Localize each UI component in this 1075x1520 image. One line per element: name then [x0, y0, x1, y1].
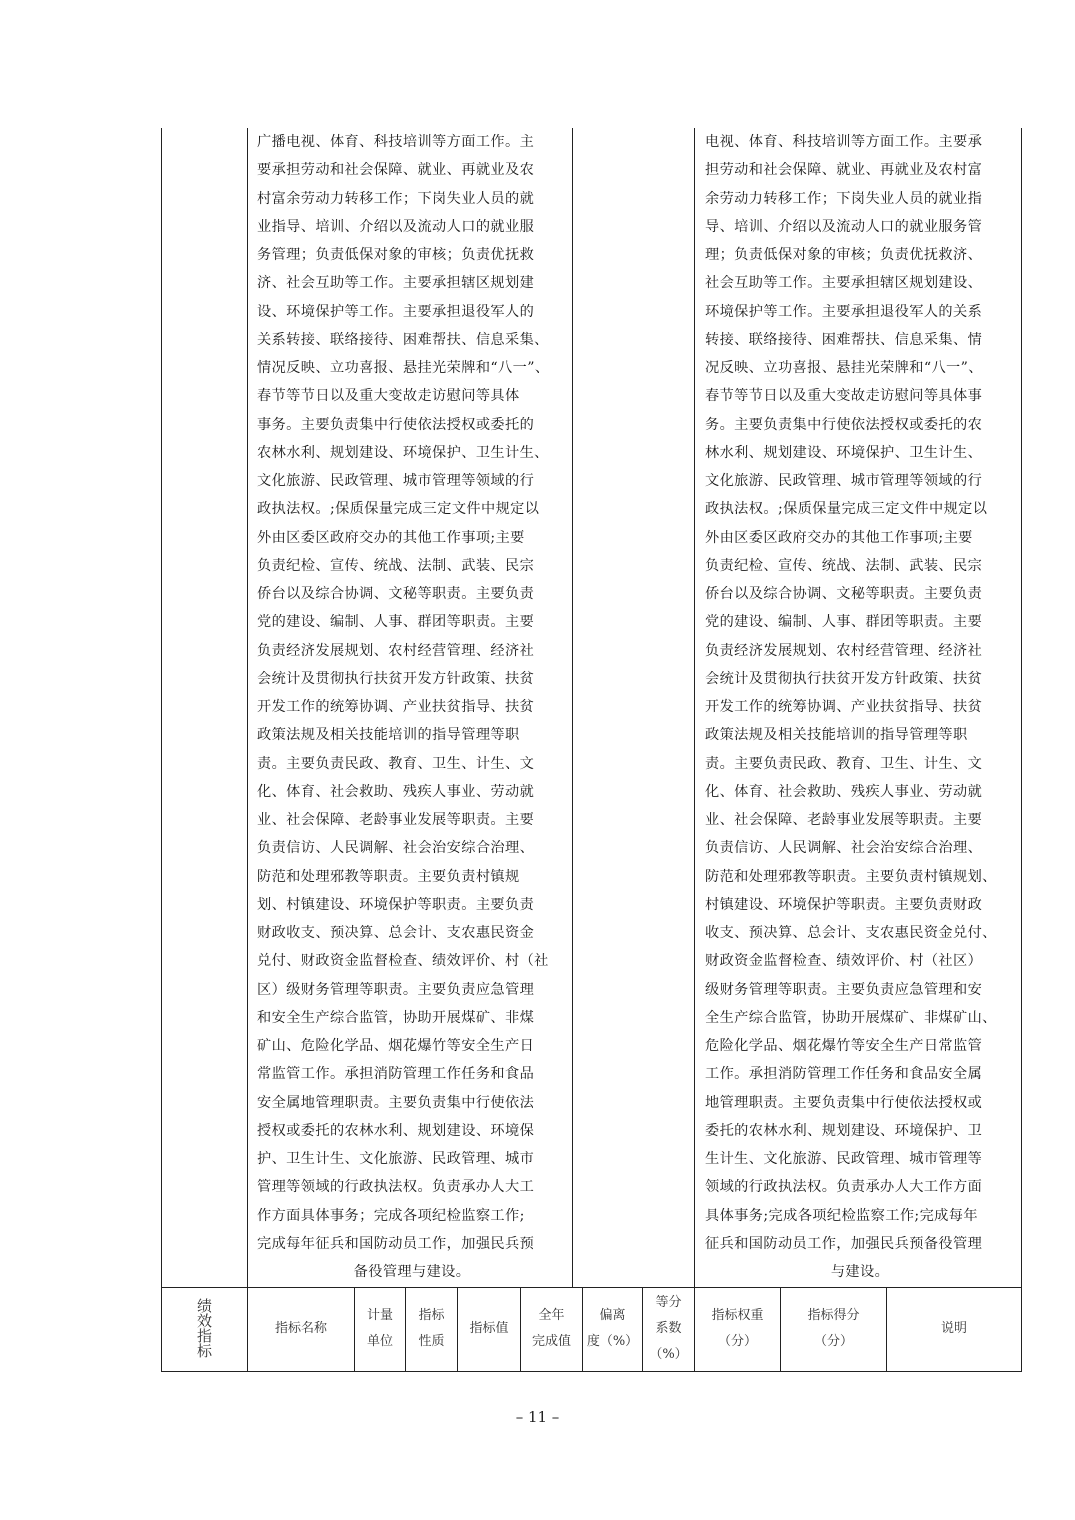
left-description-line: 会统计及贯彻执行扶贫开发方针政策、扶贫 — [257, 670, 535, 687]
left-description-line: 完成每年征兵和国防动员工作，加强民兵预 — [257, 1235, 535, 1252]
table-divider — [247, 128, 248, 1371]
left-description-line: 负责信访、人民调解、社会治安综合治理、 — [257, 840, 535, 857]
grade-text-2: 系数 — [655, 1321, 682, 1336]
right-description-line: 责。主要负责民政、教育、卫生、计生、文 — [705, 755, 983, 772]
section-label-char: 标 — [196, 1342, 212, 1360]
left-description-line: 济、社会互助等工作。主要承担辖区规划建 — [257, 275, 535, 292]
right-description-line: 春节等节日以及重大变故走访慰问等具体事 — [705, 388, 983, 405]
right-description-line: 转接、联络接待、困难帮扶、信息采集、情 — [705, 331, 983, 348]
header-indicator-name — [248, 1287, 354, 1371]
right-description-line: 负责纪检、宣传、统战、法制、武装、民宗 — [705, 557, 983, 574]
right-description-line: 领域的行政执法权。负责承办人大工作方面 — [705, 1179, 983, 1196]
right-description-line: 文化旅游、民政管理、城市管理等领域的行 — [705, 473, 983, 489]
left-description-line: 开发工作的统筹协调、产业扶贫指导、扶贫 — [257, 699, 535, 715]
header-weight — [695, 1287, 780, 1371]
left-description-line: 化、体育、社会救助、残疾人事业、劳动就 — [257, 783, 535, 800]
right-description-line: 征兵和国防动员工作，加强民兵预备役管理 — [705, 1235, 983, 1252]
left-description-line: 业指导、培训、介绍以及流动人口的就业服 — [257, 218, 535, 235]
left-description-line: 政执法权。;保质保量完成三定文件中规定以 — [257, 501, 540, 518]
right-description-line: 开发工作的统筹协调、产业扶贫指导、扶贫 — [705, 699, 983, 715]
right-description-line: 工作。承担消防管理工作任务和食品安全属 — [705, 1066, 983, 1083]
section-label-char: 效 — [196, 1312, 212, 1330]
left-description-line: 财政收支、预决算、总会计、支农惠民资金 — [257, 925, 535, 941]
right-description-line: 收支、预决算、总会计、支农惠民资金兑付、 — [705, 925, 997, 941]
right-description-line: 具体事务;完成各项纪检监察工作;完成每年 — [705, 1207, 978, 1224]
right-description-cell — [705, 128, 1015, 1286]
section-label-char: 绩 — [196, 1297, 212, 1315]
header-score — [781, 1287, 886, 1371]
table-border-left — [161, 128, 162, 1371]
left-description-line: 兑付、财政资金监督检查、绩效评价、村（社 — [257, 953, 549, 970]
left-description-line: 负责纪检、宣传、统战、法制、武装、民宗 — [257, 557, 535, 574]
table-divider — [694, 128, 695, 1371]
nature-text-1: 指标 — [418, 1308, 445, 1323]
right-description-line: 全生产综合监管，协助开展煤矿、非煤矿山、 — [705, 1009, 997, 1026]
right-description-line: 生计生、文化旅游、民政管理、城市管理等 — [705, 1151, 983, 1167]
left-description-line: 设、环境保护等工作。主要承担退役军人的 — [257, 303, 535, 320]
left-description-line: 关系转接、联络接待、困难帮扶、信息采集、 — [257, 331, 549, 348]
right-description-line: 况反映、立功喜报、悬挂光荣牌和“八一”、 — [705, 360, 983, 376]
right-description-line: 理；负责低保对象的审核；负责优抚救济、 — [705, 247, 983, 263]
left-description-line: 广播电视、体育、科技培训等方面工作。主 — [257, 134, 535, 150]
right-description-line: 环境保护等工作。主要承担退役军人的关系 — [705, 303, 983, 320]
header-unit — [355, 1287, 405, 1371]
performance-indicator-label — [162, 1287, 247, 1371]
left-description-line: 党的建设、编制、人事、群团等职责。主要 — [257, 614, 535, 631]
right-description-line: 政执法权。;保质保量完成三定文件中规定以 — [705, 501, 988, 518]
note-text: 说明 — [940, 1321, 967, 1336]
unit-text-1: 计量 — [366, 1308, 393, 1323]
left-description-line: 矿山、危险化学品、烟花爆竹等安全生产日 — [257, 1038, 535, 1054]
right-description-line: 财政资金监督检查、绩效评价、村（社区） — [705, 953, 983, 970]
right-description-line: 务。主要负责集中行使依法授权或委托的农 — [705, 416, 983, 433]
left-description-line: 业、社会保障、老龄事业发展等职责。主要 — [257, 812, 535, 828]
right-description-line: 电视、体育、科技培训等方面工作。主要承 — [705, 134, 983, 150]
left-description-line: 作方面具体事务；完成各项纪检监察工作; — [257, 1207, 525, 1224]
left-description-line: 备役管理与建设。 — [353, 1264, 471, 1280]
left-description-line: 区）级财务管理等职责。主要负责应急管理 — [257, 981, 535, 998]
unit-text-2: 单位 — [366, 1334, 393, 1349]
left-description-line: 授权或委托的农林水利、规划建设、环境保 — [257, 1122, 535, 1139]
left-description-line: 要承担劳动和社会保障、就业、再就业及农 — [257, 162, 535, 179]
left-description-line: 责。主要负责民政、教育、卫生、计生、文 — [257, 755, 535, 772]
header-note — [887, 1287, 1021, 1371]
grade-text-1: 等分 — [655, 1295, 682, 1310]
right-description-line: 负责经济发展规划、农村经营管理、经济社 — [705, 642, 983, 659]
right-description-line: 村镇建设、环境保护等职责。主要负责财政 — [705, 896, 983, 913]
right-description-line: 防范和处理邪教等职责。主要负责村镇规划、 — [705, 868, 997, 885]
right-description-line: 担劳动和社会保障、就业、再就业及农村富 — [705, 162, 983, 179]
score-text-2: （分） — [813, 1334, 853, 1349]
left-description-line: 外由区委区政府交办的其他工作事项;主要 — [257, 529, 525, 546]
left-description-line: 管理等领域的行政执法权。负责承办人大工 — [257, 1179, 535, 1196]
section-label-char: 指 — [196, 1327, 212, 1345]
left-description-cell — [257, 128, 567, 1286]
left-description-line: 侨台以及综合协调、文秘等职责。主要负责 — [257, 586, 535, 602]
right-description-line: 级财务管理等职责。主要负责应急管理和安 — [705, 981, 983, 998]
right-description-line: 委托的农林水利、规划建设、环境保护、卫 — [705, 1122, 983, 1139]
deviation-text-2: 度（%） — [586, 1334, 639, 1349]
left-description-line: 划、村镇建设、环境保护等职责。主要负责 — [257, 896, 535, 913]
value-text: 指标值 — [469, 1321, 509, 1336]
header-nature — [406, 1287, 457, 1371]
right-description-line: 林水利、规划建设、环境保护、卫生计生、 — [705, 444, 983, 461]
right-description-line: 外由区委区政府交办的其他工作事项;主要 — [705, 529, 973, 546]
deviation-text-1: 偏离 — [599, 1308, 626, 1323]
left-description-line: 防范和处理邪教等职责。主要负责村镇规 — [257, 868, 520, 885]
left-description-line: 政策法规及相关技能培训的指导管理等职 — [257, 727, 520, 744]
table-border-bottom — [161, 1371, 1022, 1372]
header-grade — [643, 1287, 694, 1371]
left-description-line: 负责经济发展规划、农村经营管理、经济社 — [257, 642, 535, 659]
right-description-line: 负责信访、人民调解、社会治安综合治理、 — [705, 840, 983, 857]
right-description-line: 余劳动力转移工作；下岗失业人员的就业指 — [705, 190, 983, 207]
left-description-line: 情况反映、立功喜报、悬挂光荣牌和“八一”、 — [257, 360, 550, 376]
header-value — [458, 1287, 520, 1371]
page-number: – 11 – — [515, 1408, 560, 1426]
grade-text-3: （%） — [649, 1347, 688, 1362]
left-description-line: 村富余劳动力转移工作；下岗失业人员的就 — [257, 190, 535, 207]
right-description-line: 危险化学品、烟花爆竹等安全生产日常监管 — [705, 1038, 983, 1054]
right-description-line: 政策法规及相关技能培训的指导管理等职 — [705, 727, 968, 744]
left-description-line: 护、卫生计生、文化旅游、民政管理、城市 — [257, 1151, 535, 1167]
nature-text-2: 性质 — [418, 1334, 445, 1349]
left-description-line: 常监管工作。承担消防管理工作任务和食品 — [257, 1066, 535, 1083]
weight-text-2: （分） — [717, 1334, 757, 1349]
right-description-line: 党的建设、编制、人事、群团等职责。主要 — [705, 614, 983, 631]
score-text-1: 指标得分 — [807, 1308, 860, 1323]
right-description-line: 化、体育、社会救助、残疾人事业、劳动就 — [705, 783, 983, 800]
left-description-line: 春节等节日以及重大变故走访慰问等具体 — [257, 388, 520, 405]
right-description-line: 业、社会保障、老龄事业发展等职责。主要 — [705, 812, 983, 828]
left-description-line: 文化旅游、民政管理、城市管理等领域的行 — [257, 473, 535, 489]
left-description-line: 务管理；负责低保对象的审核；负责优抚救 — [257, 247, 535, 263]
annual-text-1: 全年 — [538, 1308, 565, 1323]
header-annual — [521, 1287, 582, 1371]
indicator-name-text: 指标名称 — [274, 1321, 327, 1336]
right-description-line: 与建设。 — [830, 1264, 890, 1280]
table-border-right — [1021, 128, 1022, 1371]
right-description-line: 地管理职责。主要负责集中行使依法授权或 — [705, 1094, 983, 1111]
right-description-line: 社会互助等工作。主要承担辖区规划建设、 — [705, 275, 983, 292]
left-description-line: 安全属地管理职责。主要负责集中行使依法 — [257, 1094, 535, 1111]
header-deviation — [583, 1287, 642, 1371]
left-description-line: 农林水利、规划建设、环境保护、卫生计生、 — [257, 444, 549, 461]
right-description-line: 导、培训、介绍以及流动人口的就业服务管 — [705, 218, 983, 235]
left-description-line: 事务。主要负责集中行使依法授权或委托的 — [257, 416, 535, 433]
weight-text-1: 指标权重 — [711, 1308, 764, 1323]
section-label-text — [197, 1299, 212, 1359]
annual-text-2: 完成值 — [531, 1334, 571, 1349]
table-divider — [572, 128, 573, 1287]
right-description-line: 侨台以及综合协调、文秘等职责。主要负责 — [705, 586, 983, 602]
left-description-line: 和安全生产综合监管，协助开展煤矿、非煤 — [257, 1009, 535, 1026]
right-description-line: 会统计及贯彻执行扶贫开发方针政策、扶贫 — [705, 670, 983, 687]
